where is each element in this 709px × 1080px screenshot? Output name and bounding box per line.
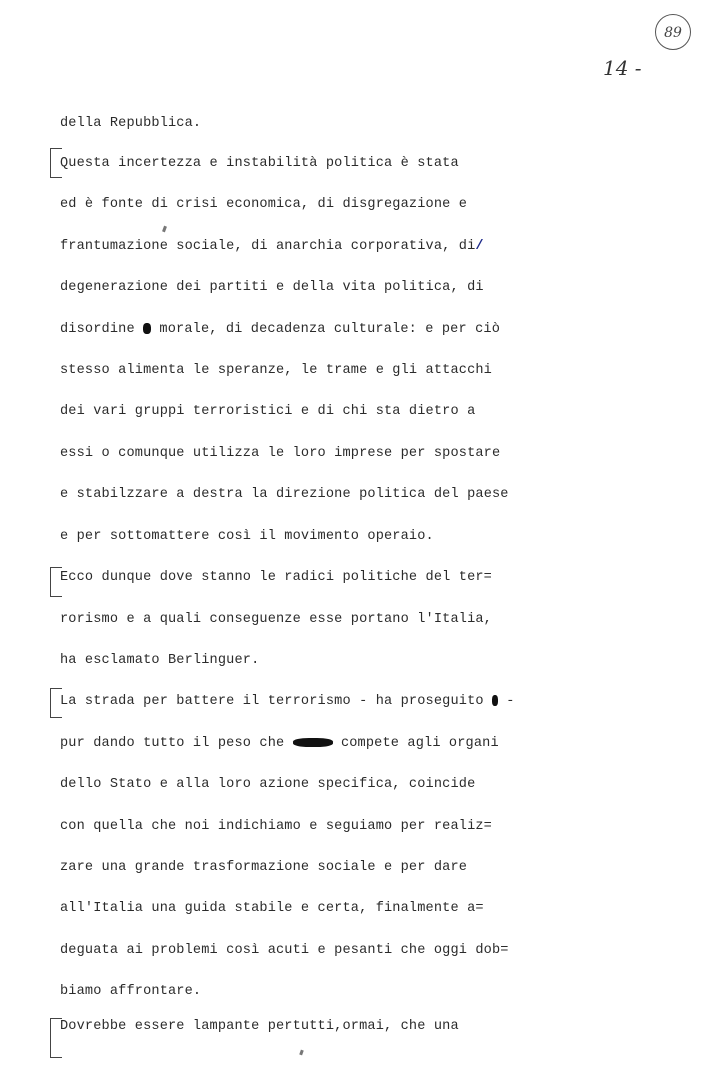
line-text: e stabilzzare a destra la xyxy=(60,487,276,502)
ink-mark xyxy=(299,1050,304,1056)
archive-stamp: 89 xyxy=(655,14,691,50)
line-text: morale, di decadenza culturale: e per ciò xyxy=(159,322,501,337)
text-line xyxy=(60,239,484,254)
text-line: Ecco dunque dove stanno le radici politiche del ter= xyxy=(60,570,492,585)
text-line: stesso alimenta le speranze, le trame e gli attacchi xyxy=(60,363,492,378)
text-line: ha esclamato Berlinguer. xyxy=(60,653,260,668)
text-line: con quella che noi indichiamo e seguiamo per realiz= xyxy=(60,819,492,834)
line-text: tutti,ormai, che una xyxy=(292,1019,459,1034)
ink-slash-mark: / xyxy=(475,239,484,254)
line-text: La strada per battere il terrorismo - ha proseguito xyxy=(60,694,484,709)
text-line: Questa incertezza e instabilità politica è stata xyxy=(60,156,459,171)
line-text: disordine xyxy=(60,322,135,337)
text-line xyxy=(60,736,499,751)
text-line: della Repubblica. xyxy=(60,116,202,131)
text-line: La strada per battere il terrorismo - ha proseguito - xyxy=(60,694,515,709)
text-line: biamo affrontare. xyxy=(60,984,202,999)
text-line: all'Italia una guida stabile e certa, finalmente a= xyxy=(60,901,484,916)
ink-redaction xyxy=(293,738,333,747)
line-text: pur dando tutto il peso che xyxy=(60,736,285,751)
text-line: dei vari gruppi terroristici e di chi sta dietro a xyxy=(60,404,476,419)
line-text: direzione politica del paese xyxy=(276,487,509,502)
ink-mark xyxy=(162,226,167,233)
text-line: ed è fonte di crisi economica, di disgregazione e xyxy=(60,197,468,212)
text-line xyxy=(60,322,500,337)
line-text: frantumazione sociale, di anarchia corporativa, di xyxy=(60,239,476,254)
text-line: zare una grande trasformazione sociale e per dare xyxy=(60,860,468,875)
text-line: degenerazione dei partiti e della vita politica, di xyxy=(60,280,484,295)
line-text: compete agli organi xyxy=(340,736,499,751)
text-line xyxy=(60,487,509,502)
text-line: rorismo e a quali conseguenze esse portano l'Italia, xyxy=(60,612,492,627)
text-line: essi o comunque utilizza le loro imprese per spostare xyxy=(60,446,501,461)
ink-blot xyxy=(492,695,498,706)
text-line: e per sottomattere così il movimento operaio. xyxy=(60,529,434,544)
page-number: 14 - xyxy=(603,56,642,80)
ink-blot xyxy=(143,323,151,334)
text-line: deguata ai problemi così acuti e pesanti che oggi dob= xyxy=(60,943,509,958)
text-line xyxy=(60,1019,459,1034)
text-line: dello Stato e alla loro azione specifica, coincide xyxy=(60,777,476,792)
line-text: Dovrebbe essere lampante per xyxy=(60,1019,293,1034)
